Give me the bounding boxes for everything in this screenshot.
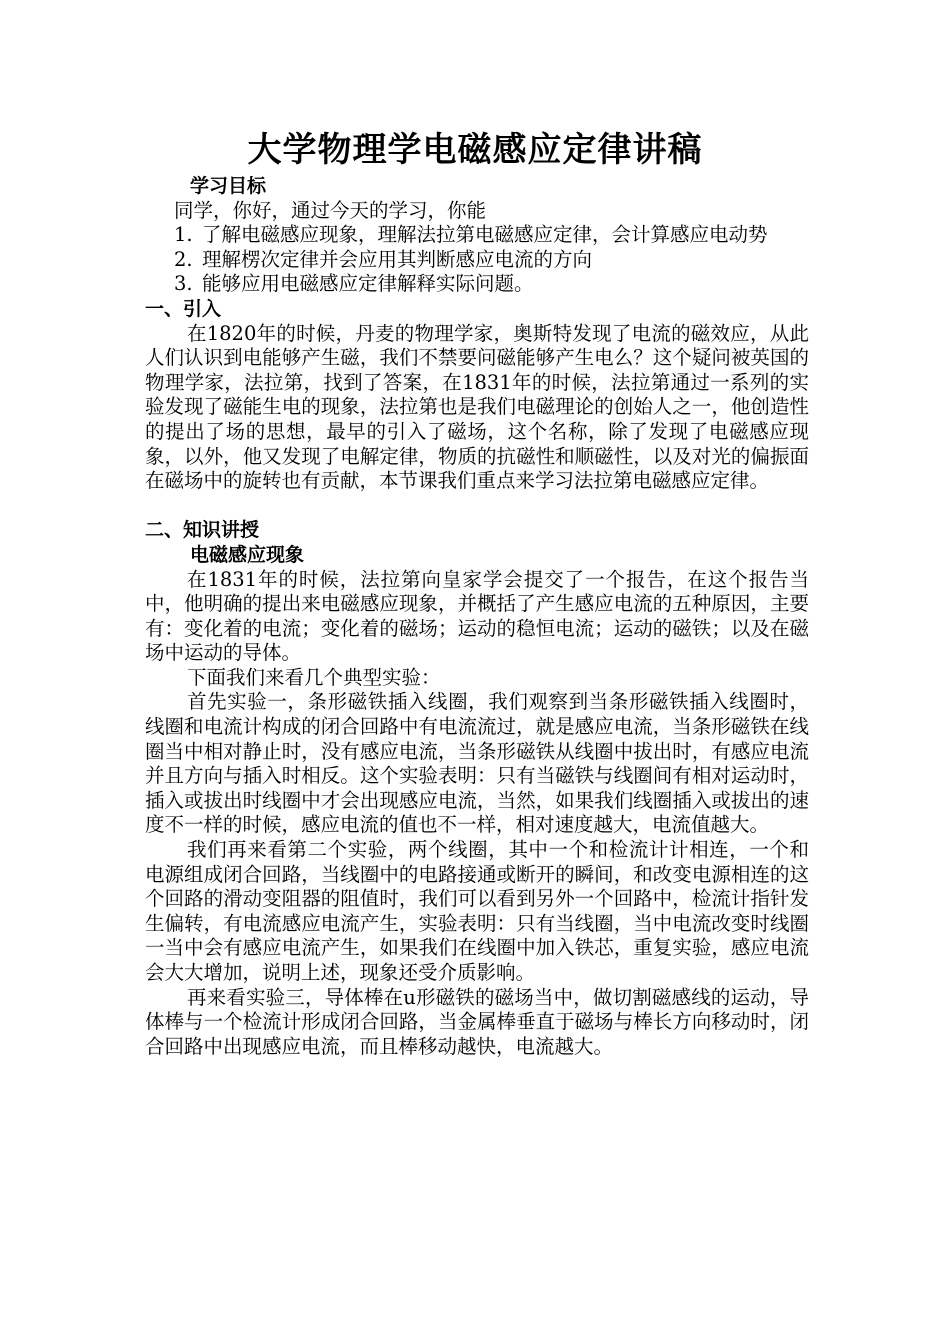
list-number: 2. bbox=[174, 247, 193, 271]
knowledge-paragraph-3: 首先实验一，条形磁铁插入线圈，我们观察到当条形磁铁插入线圈时，线圈和电流计构成的闭合回路中有电流流过，就是感应电流，当条形磁铁在线圈当中相对静止时，没有感应电流，当条形磁铁从线圈中拔出时，有感应电流并且方向与插入时相反。这个实验表明：只有当磁铁与线圈间有相对运动时，插入或拔出时线圈中才会出现感应电流，当然，如果我们线圈插入或拔出的速度不一样的时候，感应电流的值也不一样，相对速度越大，电流值越大。 bbox=[145, 690, 809, 837]
objectives-heading: 学习目标 bbox=[190, 175, 267, 197]
list-number: 3. bbox=[174, 272, 193, 296]
objectives-greeting: 同学，你好，通过今天的学习，你能 bbox=[174, 198, 487, 222]
intro-paragraph: 在1820年的时候，丹麦的物理学家，奥斯特发现了电流的磁效应，从此人们认识到电能够产生磁，我们不禁要问磁能够产生电么？这个疑问被英国的物理学家，法拉第，找到了答案，在1831年的时候，法拉第通过一系列的实验发现了磁能生电的现象，法拉第也是我们电磁理论的创始人之一，他创造性的提出了场的思想，最早的引入了磁场，这个名称，除了发现了电磁感应现象，以外，他又发现了电解定律，物质的抗磁性和顺磁性，以及对光的偏振面在磁场中的旋转也有贡献，本节课我们重点来学习法拉第电磁感应定律。 bbox=[145, 321, 809, 493]
knowledge-paragraph-2: 下面我们来看几个典型实验： bbox=[187, 665, 441, 689]
list-text: 能够应用电磁感应定律解释实际问题。 bbox=[202, 272, 534, 296]
document-body bbox=[145, 174, 809, 1059]
objective-item-2 bbox=[174, 248, 809, 273]
document-title: 大学物理学电磁感应定律讲稿 bbox=[247, 130, 703, 170]
objectives-list bbox=[145, 223, 809, 297]
knowledge-heading: 二、知识讲授 bbox=[145, 519, 260, 542]
knowledge-paragraph-5: 再来看实验三，导体棒在u形磁铁的磁场当中，做切割磁感线的运动，导体棒与一个检流计形成闭合回路，当金属棒垂直于磁场与棒长方向移动时，闭合回路中出现感应电流，而且棒移动越快，电流越大。 bbox=[145, 985, 809, 1058]
knowledge-subheading: 电磁感应现象 bbox=[190, 543, 305, 566]
list-text: 了解电磁感应现象，理解法拉第电磁感应定律，会计算感应电动势 bbox=[202, 223, 768, 247]
knowledge-paragraph-1: 在1831年的时候，法拉第向皇家学会提交了一个报告，在这个报告当中，他明确的提出来电磁感应现象，并概括了产生感应电流的五种原因，主要有：变化着的电流；变化着的磁场；运动的稳恒电流；运动的磁铁；以及在磁场中运动的导体。 bbox=[145, 567, 809, 665]
objective-item-3 bbox=[174, 272, 809, 297]
section-spacer bbox=[145, 494, 809, 519]
list-number: 1. bbox=[174, 223, 193, 247]
objective-item-1 bbox=[174, 223, 809, 248]
list-text: 理解楞次定律并会应用其判断感应电流的方向 bbox=[202, 247, 593, 271]
intro-heading: 一、引入 bbox=[145, 297, 222, 320]
knowledge-paragraph-4: 我们再来看第二个实验，两个线圈，其中一个和检流计计相连，一个和电源组成闭合回路，当线圈中的电路接通或断开的瞬间，和改变电源相连的这个回路的滑动变阻器的阻值时，我们可以看到另外一个回路中，检流计指针发生偏转，有电流感应电流产生，实验表明：只有当线圈，当中电流改变时线圈一当中会有感应电流产生，如果我们在线圈中加入铁芯，重复实验，感应电流会大大增加，说明上述，现象还受介质影响。 bbox=[145, 838, 809, 984]
